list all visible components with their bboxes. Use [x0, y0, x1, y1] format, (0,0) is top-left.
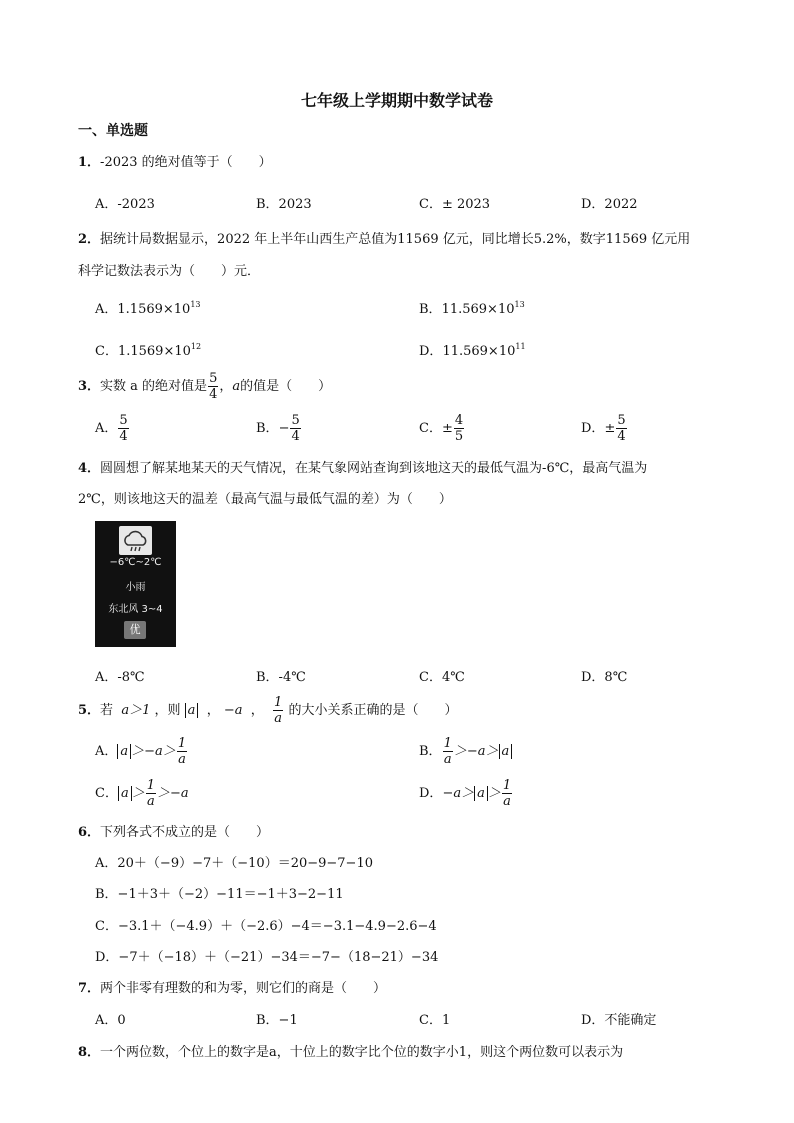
- q7-option-c[interactable]: C．1: [419, 1013, 451, 1028]
- fraction-numerator: 1: [274, 695, 283, 710]
- question-text: 一个两位数，个位上的数字是a，十位上的数字比个位的数字小1，则这个两位数可以表示为: [100, 1045, 624, 1060]
- option-label: D．: [581, 421, 605, 436]
- question-number: 1．: [78, 155, 101, 170]
- option-label: A．: [95, 302, 118, 317]
- weather-temp: −6℃~2℃: [109, 557, 162, 568]
- question-number: 2．: [78, 232, 101, 247]
- question-text-line2: 2℃，则该地这天的温差（最高气温与最低气温的差）为（ ）: [78, 492, 452, 507]
- question-number: 5．: [78, 703, 101, 718]
- question-8: [78, 1041, 623, 1060]
- separator: ，: [250, 703, 264, 718]
- negative-a: −a: [223, 703, 243, 718]
- question-text: 的大小关系正确的是（ ）: [288, 703, 458, 718]
- option-exponent: 12: [190, 342, 202, 351]
- question-text: ，: [219, 379, 233, 394]
- q2-option-d[interactable]: [419, 340, 526, 359]
- question-text: 若: [100, 703, 114, 718]
- fraction-denominator: 4: [209, 387, 218, 402]
- q4-option-d[interactable]: D．8℃: [581, 670, 628, 685]
- q5-option-d[interactable]: [419, 778, 513, 809]
- fraction: [454, 413, 464, 444]
- fraction-denominator: a: [274, 711, 283, 726]
- fraction-denominator: 5: [454, 429, 464, 444]
- option-exponent: 13: [514, 300, 525, 309]
- expression: ＞−a＞: [131, 744, 176, 759]
- fraction-numerator: 5: [209, 371, 218, 386]
- option-label: A．: [95, 421, 118, 436]
- fraction: [146, 778, 156, 809]
- weather-wind: 东北风 3~4: [108, 604, 163, 615]
- fraction-numerator: 5: [617, 413, 626, 428]
- option-label: C．: [95, 786, 118, 801]
- q6-option-a[interactable]: A．20＋（−9）−7＋（−10）＝20−9−7−10: [95, 856, 373, 871]
- question-3: [78, 371, 331, 402]
- q4-option-c[interactable]: C．4℃: [419, 670, 465, 685]
- q6-option-b[interactable]: B．−1＋3＋（−2）−11＝−1＋3−2−11: [95, 887, 344, 902]
- question-number: 7．: [78, 981, 101, 996]
- question-4: [78, 457, 647, 476]
- sign: −: [278, 421, 290, 436]
- question-text: 下列各式不成立的是（ ）: [100, 825, 270, 840]
- fraction-numerator: 1: [177, 736, 187, 751]
- fraction-numerator: 1: [146, 778, 156, 793]
- option-base: 11.569×10: [441, 302, 515, 317]
- q5-option-c[interactable]: [95, 778, 189, 809]
- question-text-line2: 科学记数法表示为（ ）元．: [78, 264, 261, 279]
- absolute-value: a: [185, 703, 199, 718]
- weather-card-image: [95, 521, 176, 647]
- question-text: 的值是（ ）: [240, 379, 332, 394]
- question-5: [78, 695, 457, 726]
- q1-option-a[interactable]: A．-2023: [95, 197, 155, 212]
- question-number: 4．: [78, 461, 101, 476]
- fraction-numerator: 4: [454, 413, 464, 428]
- q2-option-c[interactable]: [95, 340, 201, 359]
- fraction: [118, 413, 128, 444]
- option-base: 1.1569×10: [117, 302, 191, 317]
- expression: ＞−a＞: [453, 744, 499, 759]
- question-7: [78, 977, 386, 996]
- option-base: 11.569×10: [442, 344, 516, 359]
- fraction-denominator: 4: [617, 429, 626, 444]
- fraction-denominator: a: [178, 752, 186, 767]
- q3-option-a[interactable]: [95, 413, 130, 444]
- option-exponent: 11: [515, 342, 526, 351]
- expression: −a＞: [442, 786, 475, 801]
- absolute-value: a: [118, 786, 132, 801]
- fraction-numerator: 5: [119, 413, 128, 428]
- fraction: [290, 413, 300, 444]
- q1-option-b[interactable]: B．2023: [256, 197, 312, 212]
- question-2: [78, 228, 690, 247]
- fraction-denominator: 4: [119, 429, 128, 444]
- question-text-line1: 据统计局数据显示，2022 年上半年山西生产总值为11569 亿元，同比增长5.2%，数字11569 亿元用: [100, 232, 691, 247]
- absolute-value: a: [117, 744, 131, 759]
- separator: ，: [206, 703, 220, 718]
- weather-desc: 小雨: [125, 582, 146, 593]
- question-6: [78, 821, 269, 840]
- question-text-line1: 圆圆想了解某地某天的天气情况，在某气象网站查询到该地这天的最低气温为-6℃，最高气温为: [100, 461, 648, 476]
- q4-option-b[interactable]: B．-4℃: [256, 670, 306, 685]
- question-text: ，则: [154, 703, 181, 718]
- fraction-denominator: a: [443, 752, 452, 767]
- fraction-numerator: 5: [291, 413, 300, 428]
- question-text: -2023 的绝对值等于（ ）: [100, 155, 272, 170]
- option-label: B．: [256, 421, 279, 436]
- fraction: [177, 736, 187, 767]
- question-number: 3．: [78, 379, 101, 394]
- q2-option-a[interactable]: [95, 298, 201, 317]
- option-label: C．: [95, 344, 118, 359]
- q1-option-c[interactable]: C．± 2023: [419, 197, 491, 212]
- sign: ±: [441, 421, 453, 436]
- q2-option-b[interactable]: [419, 298, 525, 317]
- expression: ＞−a: [157, 786, 189, 801]
- option-exponent: 13: [190, 300, 201, 309]
- rain-cloud-icon: [119, 526, 152, 555]
- expression: ＞: [487, 786, 501, 801]
- absolute-value: a: [474, 786, 488, 801]
- q4-option-a[interactable]: A．-8℃: [95, 670, 145, 685]
- q7-option-b[interactable]: B．−1: [256, 1013, 298, 1028]
- question-number: 8．: [78, 1045, 101, 1060]
- question-1: [78, 151, 272, 170]
- expression: ＞: [131, 786, 145, 801]
- option-base: 1.1569×10: [117, 344, 191, 359]
- option-label: B．: [419, 302, 442, 317]
- fraction: [273, 695, 283, 726]
- q6-option-c[interactable]: C．−3.1＋（−4.9）＋（−2.6）−4＝−3.1−4.9−2.6−4: [95, 919, 437, 934]
- fraction-denominator: a: [146, 794, 155, 809]
- fraction-numerator: 1: [502, 778, 512, 793]
- option-label: B．: [419, 744, 442, 759]
- sign: ±: [604, 421, 616, 436]
- q3-option-b[interactable]: [256, 413, 302, 444]
- q5-option-b[interactable]: [419, 736, 512, 767]
- fraction-denominator: 4: [291, 429, 300, 444]
- option-label: D．: [419, 786, 443, 801]
- question-text: 实数 a 的绝对值是: [100, 379, 208, 394]
- q7-option-d[interactable]: D．不能确定: [581, 1013, 657, 1028]
- option-label: D．: [419, 344, 443, 359]
- fraction: [502, 778, 512, 809]
- fraction: [208, 371, 218, 402]
- question-text: 两个非零有理数的和为零，则它们的商是（ ）: [100, 981, 387, 996]
- air-quality-badge: 优: [124, 621, 146, 639]
- absolute-value: a: [499, 744, 513, 759]
- condition: a＞1: [121, 703, 151, 718]
- q3-option-d[interactable]: [581, 413, 628, 444]
- question-number: 6．: [78, 825, 101, 840]
- variable: a: [232, 379, 241, 394]
- q7-option-a[interactable]: A．0: [95, 1013, 126, 1028]
- q6-option-d[interactable]: D．−7＋（−18）＋（−21）−34＝−7−（18−21）−34: [95, 950, 439, 965]
- q1-option-d[interactable]: D．2022: [581, 197, 638, 212]
- option-label: A．: [95, 744, 118, 759]
- section-heading: 一、单选题: [78, 123, 148, 139]
- fraction: [616, 413, 626, 444]
- q5-option-a[interactable]: [95, 736, 188, 767]
- fraction-denominator: a: [503, 794, 511, 809]
- q3-option-c[interactable]: [419, 413, 465, 444]
- page-title: 七年级上学期期中数学试卷: [300, 91, 493, 110]
- fraction: [443, 736, 453, 767]
- fraction-numerator: 1: [443, 736, 452, 751]
- option-label: C．: [419, 421, 442, 436]
